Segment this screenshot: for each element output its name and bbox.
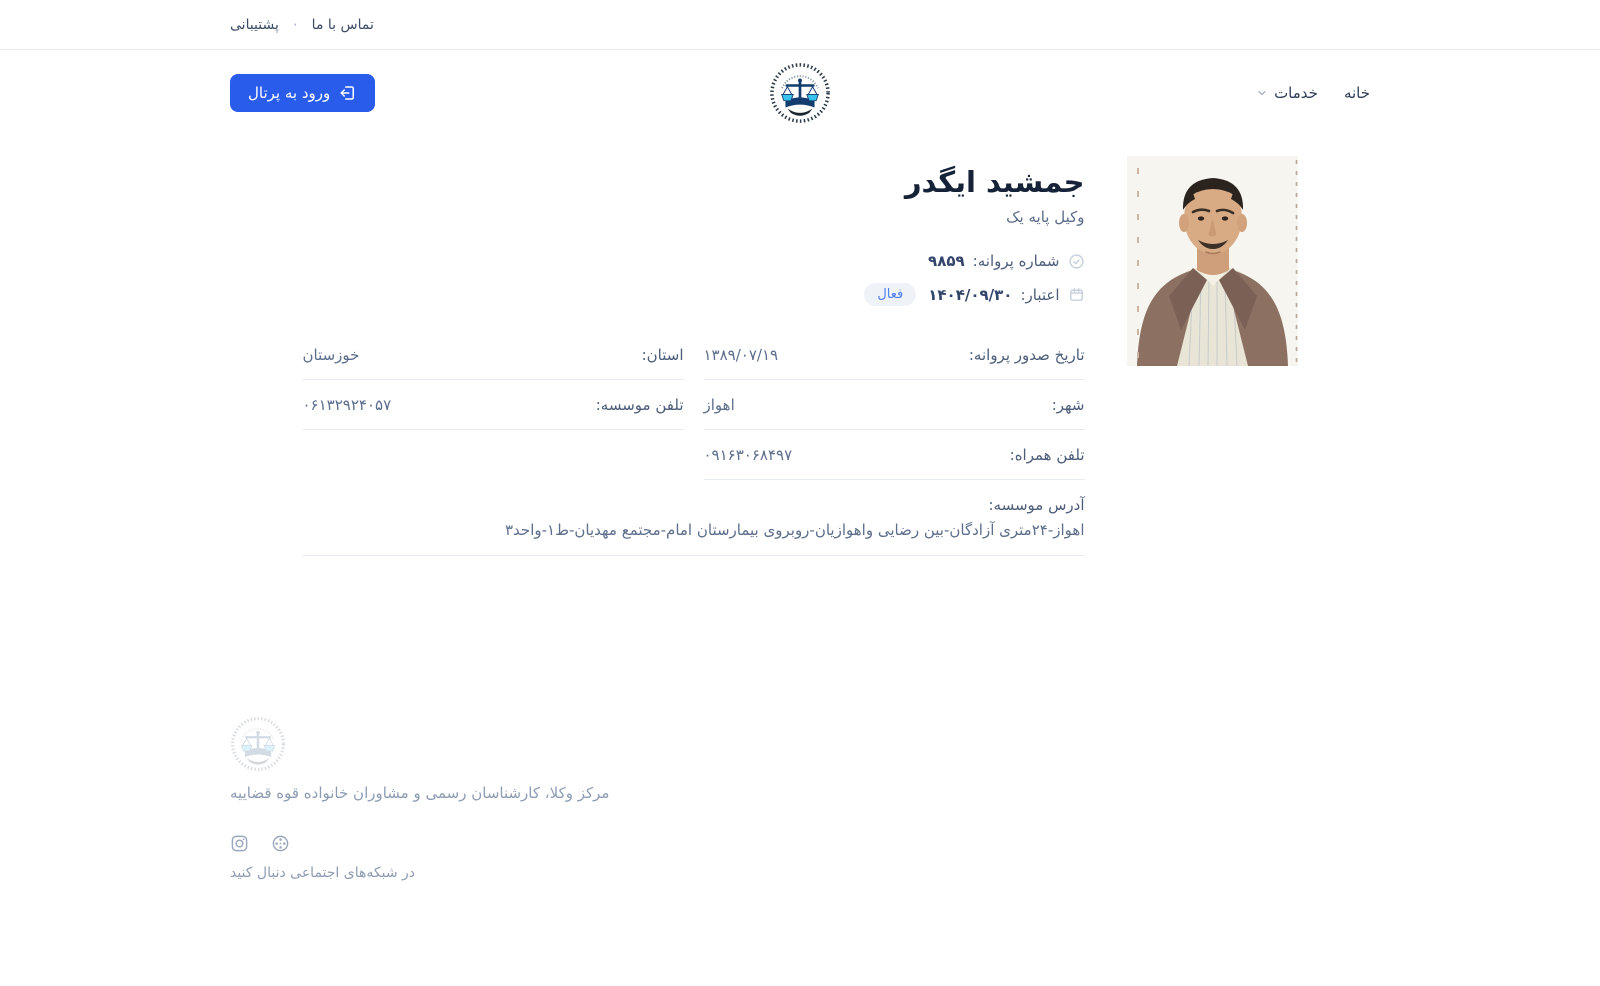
license-number-value: ۹۸۵۹	[928, 252, 965, 271]
nav-home-label: خانه	[1343, 84, 1370, 102]
validity-label: اعتبار:	[1020, 285, 1060, 304]
site-footer	[0, 716, 1600, 981]
field-issue-date	[704, 346, 1085, 380]
field-office-address	[303, 496, 1085, 556]
login-button-label: ورود به پرتال	[248, 84, 331, 102]
field-empty	[303, 446, 684, 480]
field-office-phone-label: تلفن موسسه:	[595, 396, 684, 415]
field-province-label: استان:	[641, 346, 684, 365]
field-province-value: خوزستان	[302, 346, 360, 365]
nav-item-home[interactable]	[1344, 84, 1370, 102]
details-grid	[303, 346, 1085, 556]
login-icon	[339, 84, 357, 102]
status-badge: فعال	[864, 283, 916, 306]
field-province	[303, 346, 684, 380]
instagram-icon[interactable]	[230, 834, 249, 853]
support-link[interactable]: پشتیبانی	[230, 16, 279, 33]
field-office-phone-value: ۰۶۱۳۲۹۲۴۰۵۷	[302, 396, 392, 415]
field-issue-date-value: ۱۳۸۹/۰۷/۱۹	[703, 346, 779, 365]
field-office-phone	[303, 396, 684, 430]
nav-item-services[interactable]	[1256, 84, 1318, 102]
topbar-separator: ·	[292, 15, 298, 34]
main-nav	[1256, 84, 1370, 102]
field-mobile-phone-value: ۰۹۱۶۳۰۶۸۴۹۷	[703, 446, 793, 465]
field-mobile-phone-label: تلفن همراه:	[1009, 446, 1085, 465]
validity-date: ۱۴۰۴/۰۹/۳۰	[928, 285, 1013, 304]
field-city	[704, 396, 1085, 430]
validity-row	[303, 283, 1085, 306]
lawyer-name: جمشید ایگدر	[904, 165, 1085, 199]
contact-us-link[interactable]: تماس با ما	[311, 16, 374, 33]
topbar	[0, 0, 1600, 50]
site-logo[interactable]	[769, 62, 831, 124]
calendar-icon	[1068, 286, 1085, 303]
chevron-down-icon	[1256, 87, 1268, 99]
field-office-address-value: اهواز-۲۴متری آزادگان-بین رضایی واهوازیان-روبروی بیمارستان امام-مجتمع مهدیان-ط۱-واحد۳	[504, 521, 1085, 540]
site-header	[0, 50, 1600, 136]
field-city-value: اهواز	[703, 396, 735, 415]
profile-photo	[1127, 156, 1298, 366]
field-mobile-phone	[704, 446, 1085, 480]
license-number-label: شماره پروانه:	[972, 252, 1060, 271]
field-issue-date-label: تاریخ صدور پروانه:	[968, 346, 1085, 365]
check-circle-icon	[1068, 253, 1085, 270]
field-office-address-label: آدرس موسسه:	[988, 496, 1085, 515]
aparat-icon[interactable]	[271, 834, 290, 853]
field-city-label: شهر:	[1051, 396, 1085, 415]
lawyer-title: وکیل پایه یک	[1006, 208, 1085, 227]
footer-logo-watermark	[230, 716, 286, 772]
lawyer-profile-section	[303, 156, 1298, 556]
social-caption: در شبکه‌های اجتماعی دنبال کنید	[230, 865, 416, 882]
organization-name: مرکز وکلا، کارشناسان رسمی و مشاوران خانواده قوه قضاییه	[230, 784, 610, 803]
social-links	[230, 834, 290, 853]
nav-services-label: خدمات	[1274, 84, 1318, 102]
license-number-row	[303, 252, 1085, 270]
login-portal-button[interactable]	[230, 74, 375, 112]
